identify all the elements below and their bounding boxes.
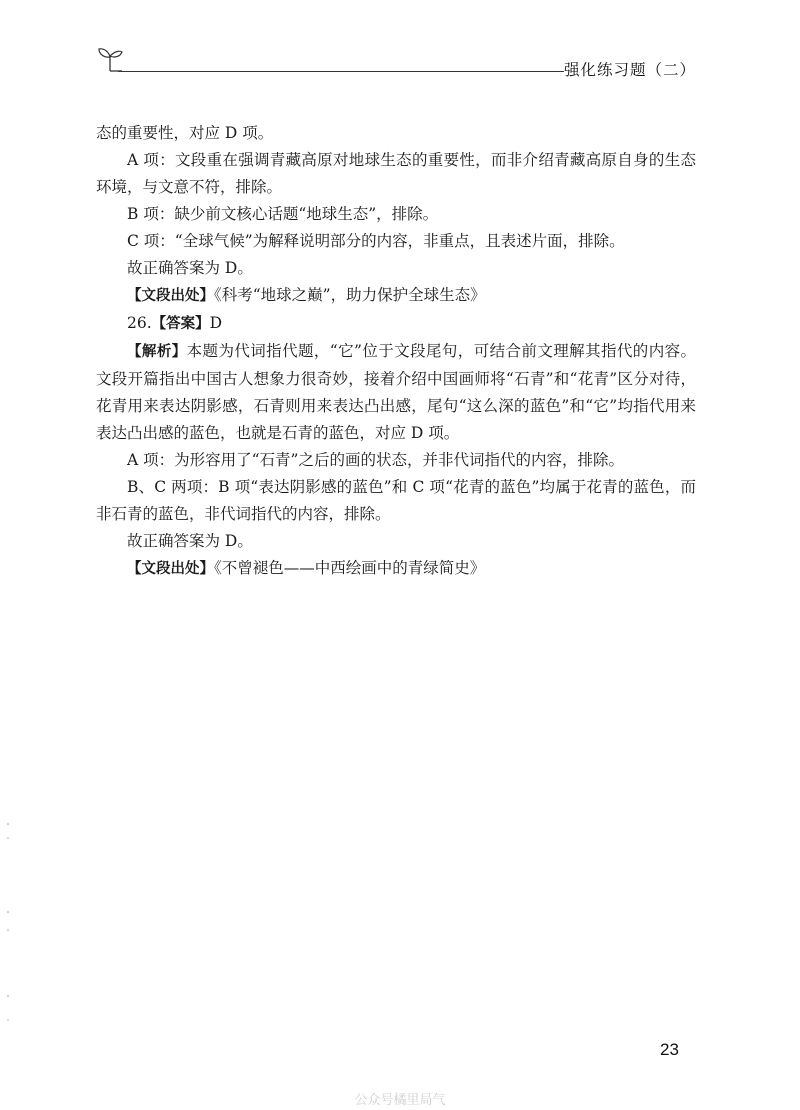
- answer-line: [96, 310, 696, 338]
- source-title: 《不曾褪色——中西绘画中的青绿简史》: [214, 559, 486, 577]
- page-header: [96, 44, 696, 80]
- paragraph: 故正确答案为 D。: [127, 259, 253, 277]
- header-title: 强化练习题（二）: [563, 61, 696, 79]
- page-number: 23: [660, 1040, 679, 1059]
- analysis-paragraph: [96, 338, 696, 447]
- question-number: 26.: [127, 314, 152, 332]
- analysis-label: 【解析】: [127, 344, 187, 360]
- answer-label: 【答案】: [151, 316, 210, 332]
- paragraph: B、C 两项：B 项“表达阴影感的蓝色”和 C 项“花青的蓝色”均属于花青的蓝色，而非石青的蓝色，非代词指代的内容，排除。: [96, 478, 696, 523]
- paragraph: C 项：“全球气候”为解释说明部分的内容，非重点，且表述片面，排除。: [127, 232, 625, 250]
- paragraph: 故正确答案为 D。: [127, 532, 253, 550]
- source-title: 《科考“地球之巅”，助力保护全球生态》: [214, 286, 486, 304]
- scan-edge-marks: [6, 820, 10, 1040]
- paragraph: A 项：文段重在强调青藏高原对地球生态的重要性，而非介绍青藏高原自身的生态环境，与文意不符，排除。: [96, 151, 696, 196]
- source-line: [96, 282, 696, 310]
- sprout-icon: [96, 44, 124, 74]
- analysis-text: 本题为代词指代题，“它”位于文段尾句，可结合前文理解其指代的内容。文段开篇指出中国古人想象力很奇妙，接着介绍中国画师将“石青”和“花青”区分对待，花青用来表达阴影感，石青则用来表达凸出感，尾句“这么深的蓝色”和“它”均指代用来表达凸出感的蓝色，也就是石青的蓝色，对应 D 项。: [96, 342, 697, 442]
- source-label: 【文段出处】: [127, 561, 214, 577]
- source-label: 【文段出处】: [127, 288, 214, 304]
- paragraph: B 项：缺少前文核心话题“地球生态”，排除。: [127, 205, 439, 223]
- answer-value: D: [209, 314, 223, 332]
- header-rule: [118, 71, 564, 72]
- paragraph: A 项：为形容用了“石青”之后的画的状态，并非代词指代的内容，排除。: [127, 451, 624, 469]
- page-content: [96, 120, 696, 583]
- source-line: [96, 555, 696, 583]
- watermark: 公众号橘里局气: [354, 1093, 446, 1108]
- paragraph: 态的重要性，对应 D 项。: [96, 124, 274, 142]
